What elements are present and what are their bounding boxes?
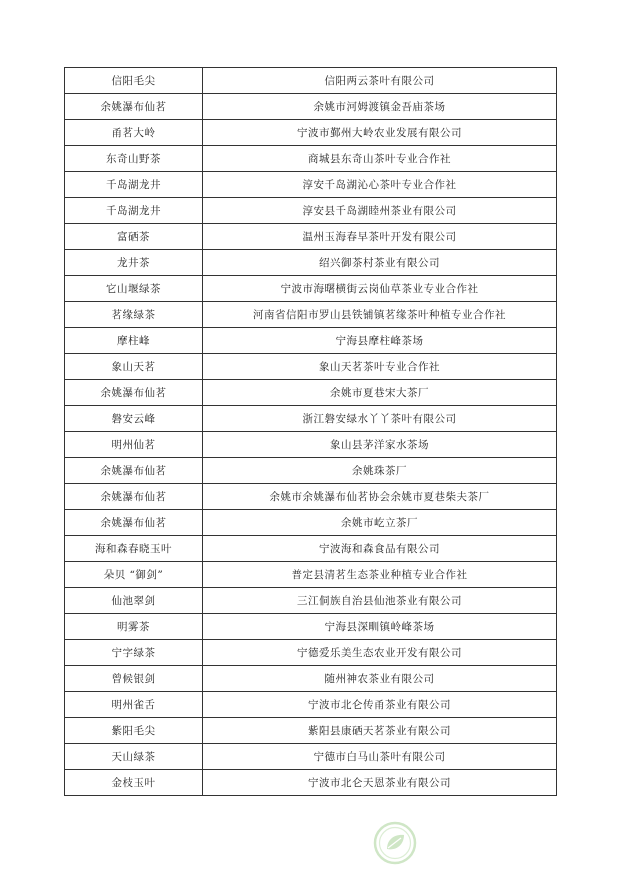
- company-name-cell: 余姚市余姚瀑布仙茗协会余姚市夏巷柴夫茶厂: [203, 484, 557, 510]
- table-row: [65, 692, 557, 718]
- table-row: [65, 172, 557, 198]
- company-name-cell: 三江侗族自治县仙池茶业有限公司: [203, 588, 557, 614]
- company-name-cell: 宁海县摩柱峰茶场: [203, 328, 557, 354]
- table-row: [65, 94, 557, 120]
- company-name-cell: 宁波市海曙横街云岗仙草茶业专业合作社: [203, 276, 557, 302]
- company-name-cell: 信阳两云茶叶有限公司: [203, 68, 557, 94]
- table-row: [65, 380, 557, 406]
- table-body: [65, 68, 557, 796]
- table-row: [65, 354, 557, 380]
- table-row: [65, 666, 557, 692]
- company-name-cell: 商城县东奇山茶叶专业合作社: [203, 146, 557, 172]
- company-name-cell: 宁波市北仑传甬茶业有限公司: [203, 692, 557, 718]
- table-row: [65, 510, 557, 536]
- product-name-cell: 朵贝 “御剑”: [65, 562, 203, 588]
- product-name-cell: 天山绿茶: [65, 744, 203, 770]
- table-row: [65, 250, 557, 276]
- company-name-cell: 随州神农茶业有限公司: [203, 666, 557, 692]
- product-name-cell: 明雾茶: [65, 614, 203, 640]
- product-name-cell: 甬茗大岭: [65, 120, 203, 146]
- product-name-cell: 明州仙茗: [65, 432, 203, 458]
- company-name-cell: 宁波海和森食品有限公司: [203, 536, 557, 562]
- company-name-cell: 宁波市北仑天恩茶业有限公司: [203, 770, 557, 796]
- company-name-cell: 余姚珠茶厂: [203, 458, 557, 484]
- table-row: [65, 614, 557, 640]
- product-name-cell: 千岛湖龙井: [65, 198, 203, 224]
- product-name-cell: 海和森春晓玉叶: [65, 536, 203, 562]
- company-name-cell: 温州玉海春早茶叶开发有限公司: [203, 224, 557, 250]
- product-name-cell: 宁字绿茶: [65, 640, 203, 666]
- company-name-cell: 普定县清茗生态茶业种植专业合作社: [203, 562, 557, 588]
- product-name-cell: 曾候银剑: [65, 666, 203, 692]
- table-row: [65, 640, 557, 666]
- table-row: [65, 432, 557, 458]
- product-name-cell: 信阳毛尖: [65, 68, 203, 94]
- table-row: [65, 588, 557, 614]
- table-row: [65, 302, 557, 328]
- product-name-cell: 它山堰绿茶: [65, 276, 203, 302]
- product-name-cell: 余姚瀑布仙茗: [65, 484, 203, 510]
- product-name-cell: 明州雀舌: [65, 692, 203, 718]
- table-row: [65, 198, 557, 224]
- company-name-cell: 紫阳县康硒天茗茶业有限公司: [203, 718, 557, 744]
- table-row: [65, 770, 557, 796]
- table-row: [65, 744, 557, 770]
- table-row: [65, 484, 557, 510]
- table-row: [65, 120, 557, 146]
- company-name-cell: 余姚市河姆渡镇金吾庙茶场: [203, 94, 557, 120]
- table-row: [65, 328, 557, 354]
- product-name-cell: 富硒茶: [65, 224, 203, 250]
- tea-product-table: [64, 67, 557, 796]
- table-row: [65, 536, 557, 562]
- product-name-cell: 千岛湖龙井: [65, 172, 203, 198]
- company-name-cell: 河南省信阳市罗山县铁铺镇茗缘茶叶种植专业合作社: [203, 302, 557, 328]
- company-name-cell: 淳安千岛湖沁心茶叶专业合作社: [203, 172, 557, 198]
- company-name-cell: 淳安县千岛湖睦州茶业有限公司: [203, 198, 557, 224]
- product-name-cell: 茗缘绿茶: [65, 302, 203, 328]
- product-name-cell: 余姚瀑布仙茗: [65, 458, 203, 484]
- table-row: [65, 146, 557, 172]
- company-name-cell: 绍兴御茶村茶业有限公司: [203, 250, 557, 276]
- table-row: [65, 224, 557, 250]
- company-name-cell: 宁德爱乐美生态农业开发有限公司: [203, 640, 557, 666]
- product-name-cell: 摩柱峰: [65, 328, 203, 354]
- product-name-cell: 紫阳毛尖: [65, 718, 203, 744]
- table-row: [65, 68, 557, 94]
- table-row: [65, 562, 557, 588]
- product-name-cell: 金枝玉叶: [65, 770, 203, 796]
- table-row: [65, 718, 557, 744]
- product-name-cell: 象山天茗: [65, 354, 203, 380]
- leaf-seal-icon: [373, 821, 417, 865]
- product-name-cell: 仙池翠剑: [65, 588, 203, 614]
- company-name-cell: 象山县茅洋家水茶场: [203, 432, 557, 458]
- table-row: [65, 406, 557, 432]
- company-name-cell: 宁海县深甽镇岭峰茶场: [203, 614, 557, 640]
- product-name-cell: 东奇山野茶: [65, 146, 203, 172]
- product-name-cell: 余姚瀑布仙茗: [65, 510, 203, 536]
- table-row: [65, 276, 557, 302]
- product-name-cell: 龙井茶: [65, 250, 203, 276]
- company-name-cell: 浙江磐安绿水丫丫茶叶有限公司: [203, 406, 557, 432]
- company-name-cell: 余姚市屹立茶厂: [203, 510, 557, 536]
- product-name-cell: 余姚瀑布仙茗: [65, 380, 203, 406]
- company-name-cell: 余姚市夏巷宋大茶厂: [203, 380, 557, 406]
- company-name-cell: 宁德市白马山茶叶有限公司: [203, 744, 557, 770]
- product-name-cell: 磐安云峰: [65, 406, 203, 432]
- company-name-cell: 宁波市鄞州大岭农业发展有限公司: [203, 120, 557, 146]
- table-row: [65, 458, 557, 484]
- product-name-cell: 余姚瀑布仙茗: [65, 94, 203, 120]
- company-name-cell: 象山天茗茶叶专业合作社: [203, 354, 557, 380]
